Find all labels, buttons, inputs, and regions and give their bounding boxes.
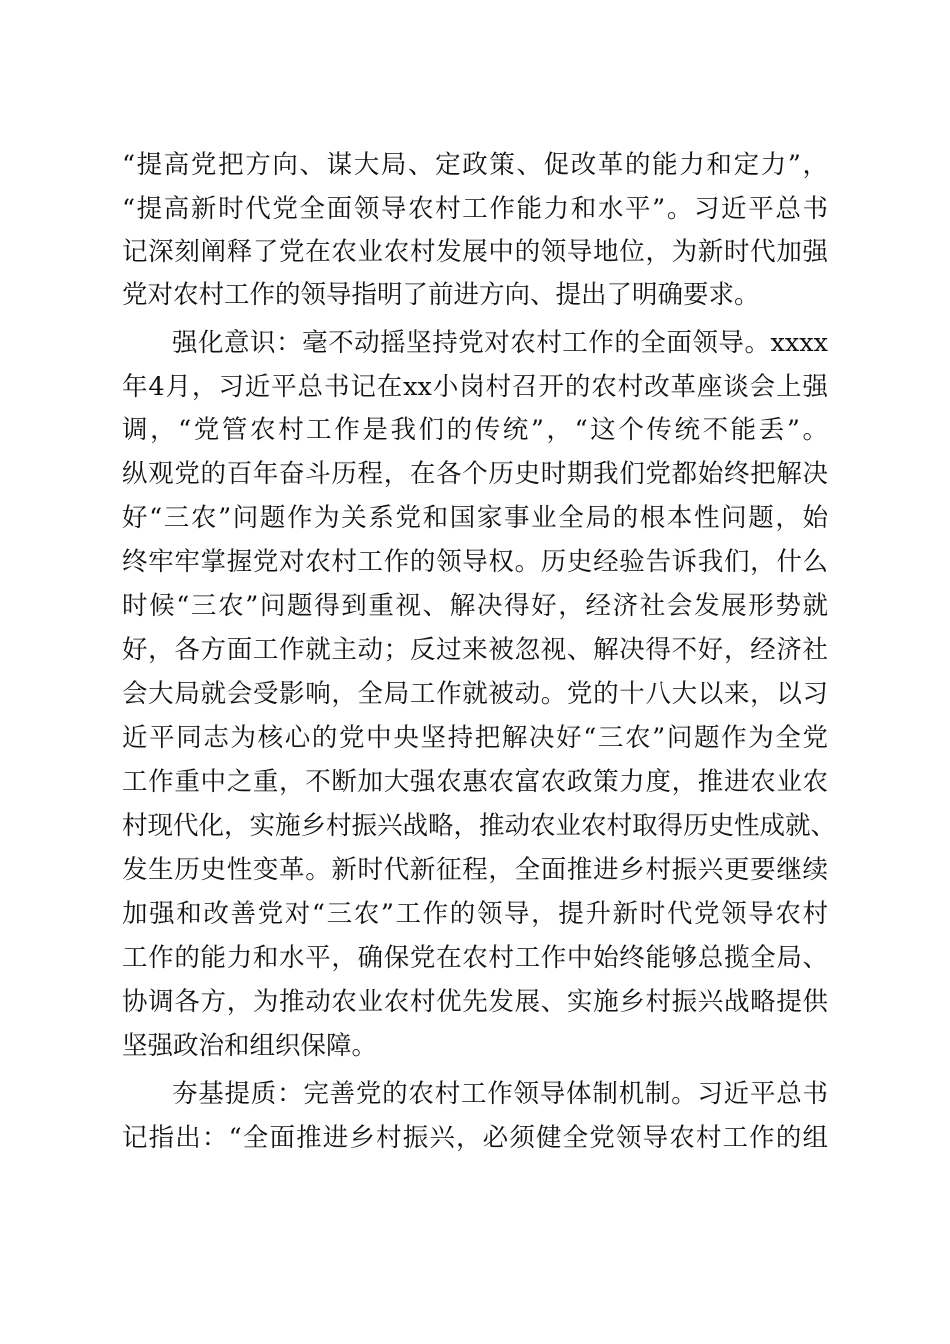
text-line: 年4月，习近平总书记在xx小岗村召开的农村改革座谈会上强 <box>122 372 828 402</box>
text-line: 时候“三农”问题得到重视、解决得好，经济社会发展形势就 <box>122 591 828 621</box>
text-line: 坚强政治和组织保障。 <box>122 1031 378 1061</box>
text-line: “提高党把方向、谋大局、定政策、促改革的能力和定力”， <box>122 150 828 180</box>
text-line: 党对农村工作的领导指明了前进方向、提出了明确要求。 <box>122 280 760 310</box>
text-line: “提高新时代党全面领导农村工作能力和水平”。习近平总书 <box>122 194 828 224</box>
text-line: 工作重中之重，不断加大强农惠农富农政策力度，推进农业农 <box>122 767 828 797</box>
text-line: 终牢牢掌握党对农村工作的领导权。历史经验告诉我们，什么 <box>122 547 828 577</box>
text-line: 协调各方，为推动农业农村优先发展、实施乡村振兴战略提供 <box>122 987 828 1017</box>
text-line: 记深刻阐释了党在农业农村发展中的领导地位，为新时代加强 <box>122 237 828 267</box>
text-line: 会大局就会受影响，全局工作就被动。党的十八大以来，以习 <box>122 679 828 709</box>
text-line: 近平同志为核心的党中央坚持把解决好“三农”问题作为全党 <box>122 723 828 753</box>
paragraph-start-line: 夯基提质：完善党的农村工作领导体制机制。习近平总书 <box>172 1079 828 1109</box>
text-line: 纵观党的百年奋斗历程，在各个历史时期我们党都始终把解决 <box>122 459 828 489</box>
text-line: 调，“党管农村工作是我们的传统”，“这个传统不能丢”。 <box>122 415 828 445</box>
text-line: 工作的能力和水平，确保党在农村工作中始终能够总揽全局、 <box>122 943 828 973</box>
paragraph-start-line: 强化意识：毫不动摇坚持党对农村工作的全面领导。xxxx <box>172 328 828 358</box>
text-line: 好“三农”问题作为关系党和国家事业全局的根本性问题，始 <box>122 503 828 533</box>
text-line: 加强和改善党对“三农”工作的领导，提升新时代党领导农村 <box>122 899 828 929</box>
text-line: 村现代化，实施乡村振兴战略，推动农业农村取得历史性成就、 <box>122 811 837 841</box>
text-line: 记指出：“全面推进乡村振兴，必须健全党领导农村工作的组 <box>122 1123 828 1153</box>
text-line: 发生历史性变革。新时代新征程，全面推进乡村振兴更要继续 <box>122 855 828 885</box>
text-line: 好，各方面工作就主动；反过来被忽视、解决得不好，经济社 <box>122 635 828 665</box>
